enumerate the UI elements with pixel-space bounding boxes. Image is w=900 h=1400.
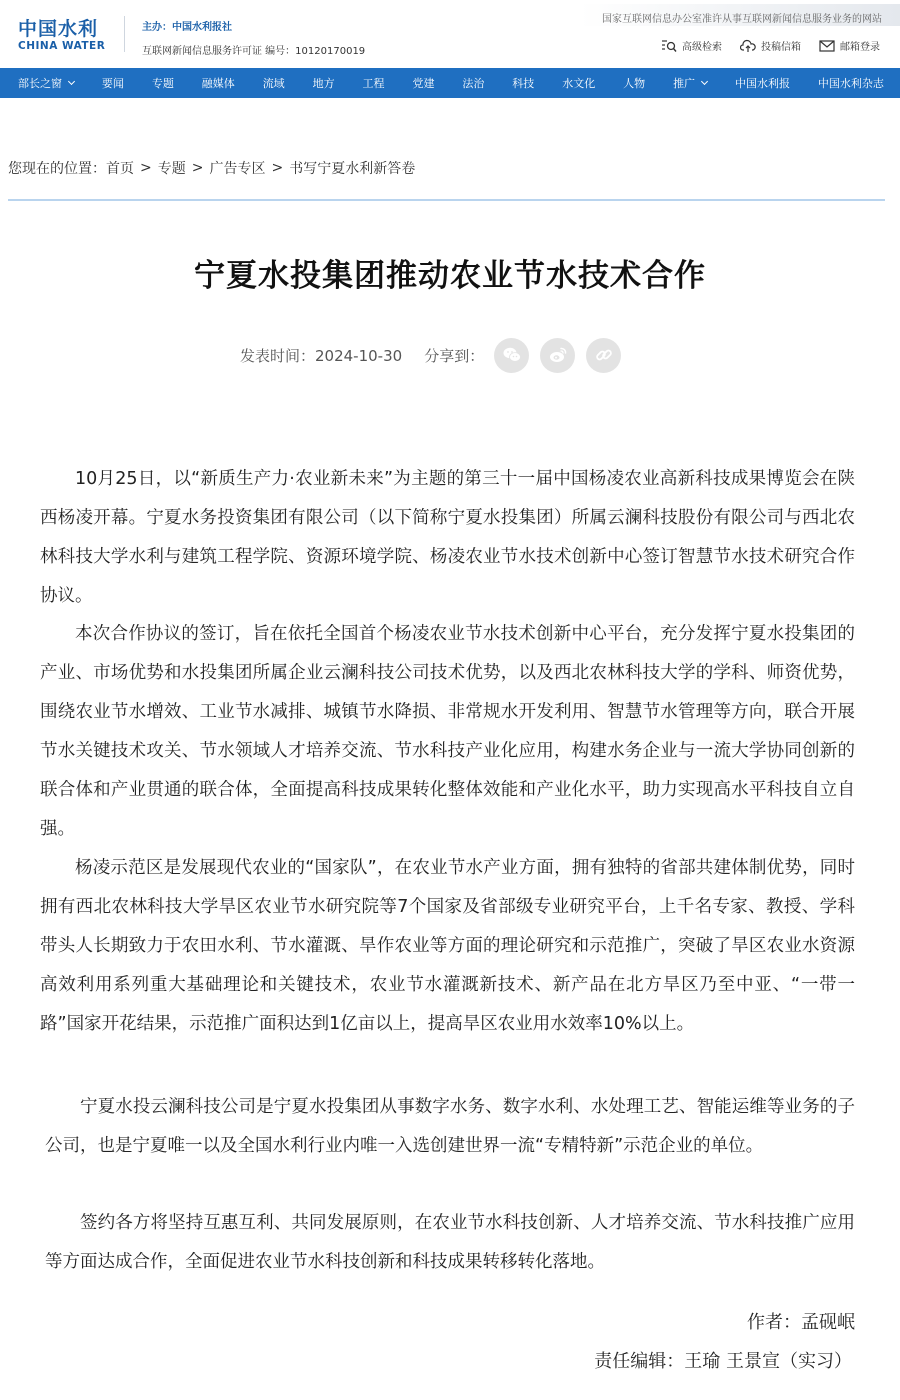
license-number: 互联网新闻信息服务许可证 编号：10120170019 <box>142 46 366 57</box>
share-buttons <box>494 338 621 373</box>
nav-item-engineering[interactable] <box>363 75 385 91</box>
nav-label: 党建 <box>412 77 435 90</box>
nav-label: 中国水利报 <box>734 77 790 90</box>
breadcrumb-current-topic[interactable]: 书写宁夏水利新答卷 <box>289 161 416 177</box>
breadcrumb-separator: > <box>271 160 284 176</box>
breadcrumb <box>8 158 415 178</box>
nav-item-media[interactable] <box>202 75 235 91</box>
cloud-upload-icon <box>740 39 756 53</box>
nav-label: 融媒体 <box>201 77 235 90</box>
breadcrumb-ads[interactable]: 广告专区 <box>209 161 266 177</box>
nav-item-people[interactable] <box>623 75 645 91</box>
nav-label: 地方 <box>312 77 335 90</box>
article-title: 宁夏水投集团推动农业节水技术合作 <box>194 258 706 294</box>
breadcrumb-home[interactable]: 首页 <box>106 161 134 177</box>
publish-date: 发表时间：2024-10-30 <box>240 346 403 365</box>
nav-item-tech[interactable] <box>512 75 534 91</box>
breadcrumb-prefix: 您现在的位置： <box>8 161 106 177</box>
copy-link-button[interactable] <box>586 338 621 373</box>
nav-item-magazine[interactable] <box>818 75 884 91</box>
advanced-search-link[interactable] <box>661 38 722 53</box>
nav-label: 流域 <box>262 77 285 90</box>
nav-label: 推广 <box>673 77 696 90</box>
mail-icon <box>819 39 835 53</box>
nav-item-minister[interactable] <box>18 75 74 91</box>
weibo-icon <box>548 345 568 365</box>
mail-login-link[interactable] <box>819 38 880 53</box>
nav-label: 法治 <box>462 77 485 90</box>
breadcrumb-separator: > <box>191 160 204 176</box>
nav-label: 水文化 <box>562 77 596 90</box>
nav-item-news[interactable] <box>102 75 124 91</box>
header-toolbar <box>661 38 880 53</box>
nav-item-culture[interactable] <box>562 75 595 91</box>
article-meta <box>240 338 621 372</box>
nav-item-topics[interactable] <box>152 75 174 91</box>
breadcrumb-topics[interactable]: 专题 <box>157 161 186 177</box>
nav-label: 专题 <box>151 77 174 90</box>
header-divider <box>124 16 125 52</box>
nav-label: 工程 <box>362 77 385 90</box>
share-weibo-button[interactable] <box>540 338 575 373</box>
article-paragraph: 10月25日，以“新质生产力·农业新未来”为主题的第三十一届中国杨凌农业高新科技成果博览会在陕西杨凌开幕。宁夏水务投资集团有限公司（以下简称宁夏水投集团）所属云澜科技股份有限公司与西北农林科技大学水利与建筑工程学院、资源环境学院、杨凌农业节水技术创新中心签订智慧节水技术研究合作协议。 <box>40 469 855 606</box>
site-header <box>0 0 900 68</box>
article-paragraph: 宁夏水投云澜科技公司是宁夏水投集团从事数字水务、数字水利、水处理工艺、智能运维等业务的子公司，也是宁夏唯一以及全国水利行业内唯一入选创建世界一流“专精特新”示范企业的单位。 <box>45 1097 855 1156</box>
article-paragraph: 杨凌示范区是发展现代农业的“国家队”，在农业节水产业方面，拥有独特的省部共建体制优势，同时拥有西北农林科技大学旱区农业节水研究院等7个国家及省部级专业研究平台，上千名专家、教授、学科带头人长期致力于农田水利、节水灌溉、旱作农业等方面的理论研究和示范推广，突破了旱区农业水资源高效利用系列重大基础理论和关键技术，农业节水灌溉新技术、新产品在北方旱区乃至中亚、“一带一路”国家开花结果，示范推广面积达到1亿亩以上，提高旱区农业用水效率10%以上。 <box>40 858 855 1034</box>
host-organization: 主办：中国水利报社 <box>142 22 232 33</box>
article-author: 作者：孟砚岷 <box>747 1312 855 1333</box>
site-notice: 国家互联网信息办公室准许从事互联网新闻信息服务业务的网站 <box>602 14 882 25</box>
nav-item-law[interactable] <box>462 75 484 91</box>
nav-label: 部长之窗 <box>18 77 62 90</box>
logo-english: CHINA WATER <box>18 40 106 52</box>
nav-item-promotion[interactable] <box>673 75 707 91</box>
nav-item-newspaper[interactable] <box>735 75 790 91</box>
logo-chinese: 中国水利 <box>18 18 99 40</box>
mail-login-label: 邮箱登录 <box>840 42 880 53</box>
share-wechat-button[interactable] <box>494 338 529 373</box>
advanced-search-label: 高级检索 <box>682 42 722 53</box>
nav-item-local[interactable] <box>313 75 335 91</box>
nav-item-basin[interactable] <box>263 75 285 91</box>
submission-mailbox-link[interactable] <box>740 38 801 53</box>
article-paragraph: 本次合作协议的签订，旨在依托全国首个杨凌农业节水技术创新中心平台，充分发挥宁夏水投集团的产业、市场优势和水投集团所属企业云澜科技公司技术优势，以及西北农林科技大学的学科、师资优势，围绕农业节水增效、工业节水减排、城镇节水降损、非常规水开发利用、智慧节水管理等方向，联合开展节水关键技术攻关、节水领域人才培养交流、节水科技产业化应用，构建水务企业与一流大学协同创新的联合体和产业贯通的联合体，全面提高科技成果转化整体效能和产业化水平，助力实现高水平科技自立自强。 <box>40 624 855 839</box>
nav-item-party[interactable] <box>412 75 434 91</box>
site-logo[interactable] <box>18 18 118 53</box>
nav-label: 要闻 <box>101 77 124 90</box>
nav-label: 中国水利杂志 <box>817 77 884 90</box>
wechat-icon <box>502 345 522 365</box>
chevron-down-icon <box>701 78 708 85</box>
chevron-down-icon <box>68 78 75 85</box>
submission-mailbox-label: 投稿信箱 <box>761 42 801 53</box>
article-paragraph: 签约各方将坚持互惠互利、共同发展原则，在农业节水科技创新、人才培养交流、节水科技推广应用等方面达成合作，全面促进农业节水科技创新和科技成果转移转化落地。 <box>45 1213 855 1272</box>
main-nav <box>0 68 900 98</box>
nav-label: 科技 <box>512 77 535 90</box>
share-label: 分享到： <box>424 346 485 365</box>
breadcrumb-divider <box>8 199 885 201</box>
article-editor: 责任编辑：王瑜 王景宣（实习） <box>594 1351 852 1372</box>
search-icon <box>661 39 677 53</box>
breadcrumb-separator: > <box>140 160 152 176</box>
link-icon <box>594 345 614 365</box>
nav-label: 人物 <box>623 77 646 90</box>
